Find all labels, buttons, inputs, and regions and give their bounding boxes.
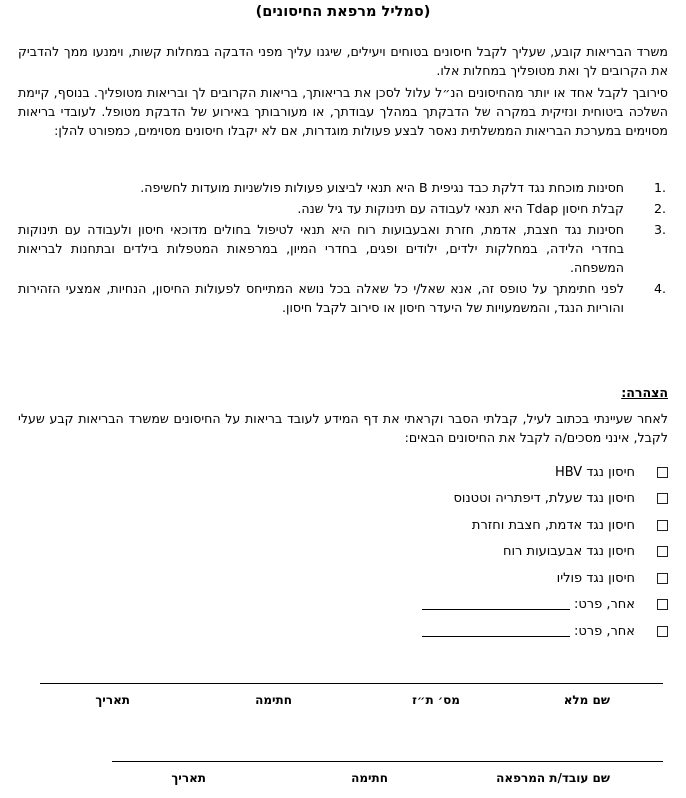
vaccine-option-hbv[interactable] bbox=[422, 459, 668, 486]
vaccine-label: אחר, פרט: bbox=[573, 623, 635, 639]
checkbox[interactable] bbox=[657, 626, 668, 637]
other-detail-field[interactable] bbox=[422, 599, 570, 610]
declaration-text: לאחר שעיינתי בכתוב לעיל, קבלתי הסבר וקראתי את דף המידע לעובד בריאות על החיסונים שמשרד הבריאות קבע שעלי לקבל, אינני מסכים/ה לקבל את החיסונים הבאים: bbox=[18, 411, 668, 445]
list-item-text: קבלת חיסון Tdap היא תנאי לעבודה עם תינוקות עד גיל שנה. bbox=[297, 201, 624, 216]
vaccine-option-other-2[interactable] bbox=[422, 618, 668, 645]
signature-line-2[interactable] bbox=[112, 761, 663, 762]
checkbox[interactable] bbox=[657, 493, 668, 504]
checkbox[interactable] bbox=[657, 520, 668, 531]
checkbox[interactable] bbox=[657, 599, 668, 610]
checkbox[interactable] bbox=[657, 573, 668, 584]
clinic-logo-placeholder: (סמליל מרפאת החיסונים) bbox=[255, 4, 431, 20]
label-date-2: תאריך bbox=[171, 771, 206, 785]
label-full-name: שם מלא bbox=[563, 693, 610, 707]
checkbox[interactable] bbox=[657, 467, 668, 478]
label-clinic-worker: שם עובד/ת המרפאה bbox=[496, 771, 610, 785]
vaccine-label: חיסון נגד שעלת, דיפתריה וטטנוס bbox=[453, 491, 635, 507]
list-item-number: .3 bbox=[653, 222, 666, 237]
list-item-text: לפני חתימתך על טופס זה, אנא שאל/י כל שאלה בכל נושא המתייחס לפעולות החיסון, הנחיות, אמצעי הזהירות והוריות הנגד, והמשמעויות של היעדר חיסון או סירוב לקבל חיסון. bbox=[18, 281, 624, 315]
vaccine-option-varicella[interactable] bbox=[422, 539, 668, 566]
intro-paragraph-2: סירובך לקבל אחד או יותר מהחיסונים הנ״ל עלול לסכן את בריאותך, בריאות הקרובים לך ובריאות מטופליך. בנוסף, קיימת השלכה ביטוחית ונזיקית במקרה של הדבקתך במהלך עבודתך, או מעורבותך באירוע של הדבקת מטופל. לעובדי בריאות מסוימים במערכת הבריאות הממשלתית נאסר לבצע פעולות מוגדרות, אם לא יקבלו חיסונים מסוימים, כמפורט להלן: bbox=[18, 85, 668, 138]
label-signature-1: חתימה bbox=[255, 693, 292, 707]
checkbox[interactable] bbox=[657, 546, 668, 557]
list-item bbox=[18, 279, 668, 317]
other-detail-field[interactable] bbox=[422, 626, 570, 637]
signature-line-1[interactable] bbox=[40, 683, 663, 684]
label-date-1: תאריך bbox=[95, 693, 130, 707]
declaration-heading: הצהרה: bbox=[621, 385, 668, 400]
list-item-number: .1 bbox=[653, 180, 666, 195]
vaccine-checklist bbox=[422, 459, 668, 645]
vaccine-option-tdap[interactable] bbox=[422, 486, 668, 513]
conditions-list bbox=[18, 178, 668, 319]
vaccine-option-other-1[interactable] bbox=[422, 592, 668, 619]
list-item bbox=[18, 199, 668, 218]
list-item bbox=[18, 220, 668, 277]
list-item-number: .2 bbox=[653, 201, 666, 216]
list-item-number: .4 bbox=[653, 281, 666, 296]
list-item bbox=[18, 178, 668, 197]
vaccine-label: אחר, פרט: bbox=[573, 597, 635, 613]
vaccine-label: חיסון נגד אבעבועות רוח bbox=[503, 544, 635, 560]
vaccine-label: חיסון נגד אדמת, חצבת וחזרת bbox=[471, 517, 635, 533]
vaccine-option-polio[interactable] bbox=[422, 565, 668, 592]
list-item-text: חסינות נגד חצבת, אדמת, חזרת ואבעבועות רוח היא תנאי לטיפול בחולים מדוכאי חיסון ולעבודה עם תינוקות בחדרי הלידה, במחלקות ילדים, ילודים ופגים, בחדרי המיון, במרפאות המטפלות בילדים ובתחנות לבריאות המשפחה. bbox=[18, 222, 624, 275]
label-id-number: מס׳ ת״ז bbox=[412, 693, 460, 707]
intro-paragraph-1: משרד הבריאות קובע, שעליך לקבל חיסונים בטוחים ויעילים, שיגנו עליך מפני הדבקה במחלות קשות, וימנעו ממך להדביק את הקרובים לך ואת מטופליך במחלות אלו. bbox=[18, 44, 668, 78]
vaccine-label: חיסון נגד פוליו bbox=[556, 570, 635, 586]
vaccine-option-mmr[interactable] bbox=[422, 512, 668, 539]
label-signature-2: חתימה bbox=[351, 771, 388, 785]
list-item-text: חסינות מוכחת נגד דלקת כבד נגיפית B היא תנאי לביצוע פעולות פולשניות מועדות לחשיפה. bbox=[140, 180, 624, 195]
vaccine-label: חיסון נגד HBV bbox=[554, 464, 635, 480]
